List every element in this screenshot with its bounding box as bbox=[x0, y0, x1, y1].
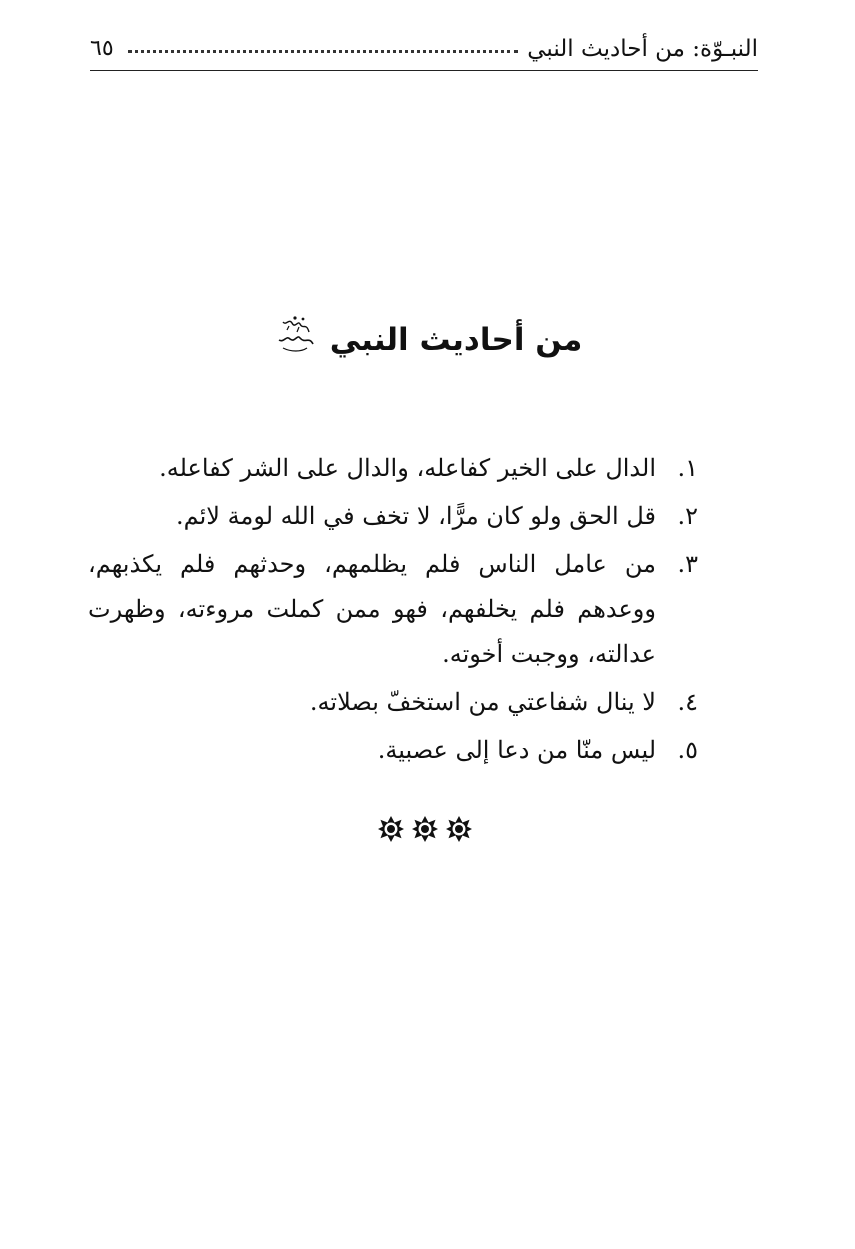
hadith-list bbox=[88, 446, 698, 776]
hadith-text: الدال على الخير كفاعله، والدال على الشر كفاعله. bbox=[159, 454, 656, 482]
dotted-leader bbox=[128, 50, 518, 53]
hadith-number: ٢. bbox=[677, 502, 698, 530]
star-ornament-icon bbox=[411, 815, 439, 843]
hadith-number: ١. bbox=[677, 454, 698, 482]
hadith-text: من عامل الناس فلم يظلمهم، وحدثهم فلم يكذبهم، ووعدهم فلم يخلفهم، فهو ممن كملت مروءته، وظهرت عدالته، ووجبت أخوته. bbox=[88, 550, 656, 668]
running-title: النبـوّة: من أحاديث النبي bbox=[521, 34, 758, 64]
section-title: من أحاديث النبي bbox=[329, 322, 583, 358]
hadith-item bbox=[88, 680, 698, 725]
hadith-text: ليس منّا من دعا إلى عصبية. bbox=[377, 736, 656, 764]
star-ornament-icon bbox=[377, 815, 405, 843]
header-rule bbox=[90, 70, 758, 71]
honorific-ligature-icon bbox=[273, 314, 319, 358]
section-end-ornaments bbox=[375, 814, 475, 844]
hadith-item bbox=[88, 446, 698, 491]
page-number: ٦٥ bbox=[90, 36, 114, 61]
hadith-number: ٣. bbox=[677, 550, 698, 578]
hadith-number: ٤. bbox=[677, 688, 698, 716]
star-ornament-icon bbox=[445, 815, 473, 843]
section-heading bbox=[160, 312, 695, 368]
running-header bbox=[90, 30, 758, 70]
hadith-item bbox=[88, 542, 698, 677]
hadith-item bbox=[88, 728, 698, 773]
hadith-number: ٥. bbox=[677, 736, 698, 764]
hadith-text: قل الحق ولو كان مرًّا، لا تخف في الله لومة لائم. bbox=[176, 502, 656, 530]
hadith-text: لا ينال شفاعتي من استخفّ بصلاته. bbox=[309, 688, 656, 716]
hadith-item bbox=[88, 494, 698, 539]
